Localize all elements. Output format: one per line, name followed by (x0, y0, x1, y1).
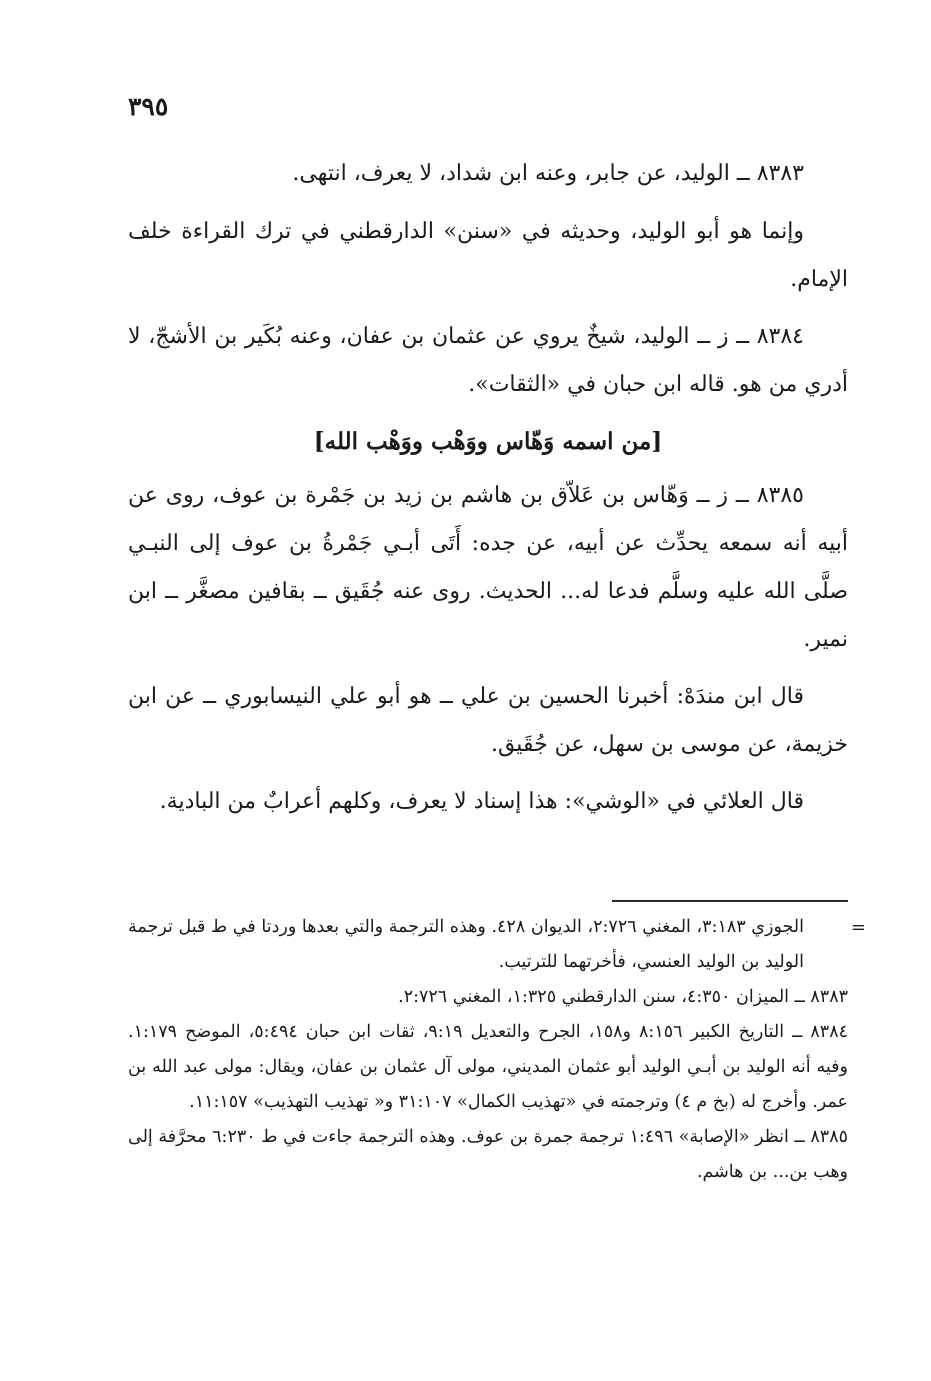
ibn-mandah-paragraph: قال ابن مندَهْ: أخبرنا الحسين بن علي ــ هو أبو علي النيسابوري ــ عن ابن خزيمة، عن موسى بن سهل، عن جُقَيق. (128, 684, 848, 757)
main-text (128, 150, 848, 835)
footnotes (128, 910, 866, 1190)
footnote-continued (128, 910, 866, 980)
section-heading: [من اسمه وَهّاس ووَهْب ووَهْب الله] (313, 428, 663, 455)
entry-8384: ٨٣٨٤ ــ ز ــ الوليد، شيخٌ يروي عن عثمان بن عفان، وعنه بُكَير بن الأشجّ، لا أدري من هو. قاله ابن حبان في «الثقات». (128, 324, 848, 397)
entry-8383: ٨٣٨٣ ــ الوليد، عن جابر، وعنه ابن شداد، لا يعرف، انتهى. (292, 161, 804, 186)
footnote-8384 (128, 1015, 848, 1120)
footnote-8383 (128, 980, 848, 1015)
continuation-mark: = (850, 917, 866, 938)
page-number: ٣٩٥ (128, 92, 169, 121)
entry-8383-note: وإنما هو أبو الوليد، وحديثه في «سنن» الدارقطني في ترك القراءة خلف الإمام. (128, 219, 848, 292)
footnote-8384-text: ٨٣٨٤ ــ التاريخ الكبير ٨:١٥٦ و١٥٨، الجرح والتعديل ٩:١٩، ثقات ابن حبان ٥:٤٩٤، الموضح ١:١٧٩. وفيه أنه الوليد بن أبـي الوليد أبو عثمان المديني، مولى آل عثمان بن عفان، ويقال: مولى عبد الله بن عمر. وأخرج له (بخ م ٤) وترجمته في «تهذيب الكمال» ٣١:١٠٧ و« تهذيب التهذيب» ١١:١٥٧. (128, 1022, 848, 1112)
entry-8385: ٨٣٨٥ ــ ز ــ وَهّاس بن عَلاّق بن هاشم بن زيد بن جَمْرة بن عوف، روى عن أبيه أنه سمعه يحدِّث عن أبيه، عن جده: أَتَى أبـي جَمْرةُ بن عوف إلى النبـي صلَّى الله عليه وسلَّم فدعا له... الحديث. روى عنه جُقَيق ــ بقافين مصغَّر ــ ابن نمير. (128, 483, 848, 652)
footnote-divider (612, 900, 848, 902)
footnote-8385 (128, 1120, 848, 1190)
alaai-paragraph: قال العلائي في «الوشي»: هذا إسناد لا يعرف، وكلهم أعرابٌ من البادية. (159, 789, 804, 814)
footnote-continued-text: الجوزي ٣:١٨٣، المغني ٢:٧٢٦، الديوان ٤٢٨. وهذه الترجمة والتي بعدها وردتا في ط قبل ترجمة الوليد بن الوليد العنسي، فأخرتهما للترتيب. (128, 917, 804, 972)
footnote-8383-text: ٨٣٨٣ ــ الميزان ٤:٣٥٠، سنن الدارقطني ١:٣٢٥، المغني ٢:٧٢٦. (398, 987, 848, 1007)
footnote-8385-text: ٨٣٨٥ ــ انظر «الإصابة» ١:٤٩٦ ترجمة جمرة بن عوف. وهذه الترجمة جاءت في ط ٦:٢٣٠ محرَّفة إلى وهب بن... بن هاشم. (128, 1127, 848, 1182)
